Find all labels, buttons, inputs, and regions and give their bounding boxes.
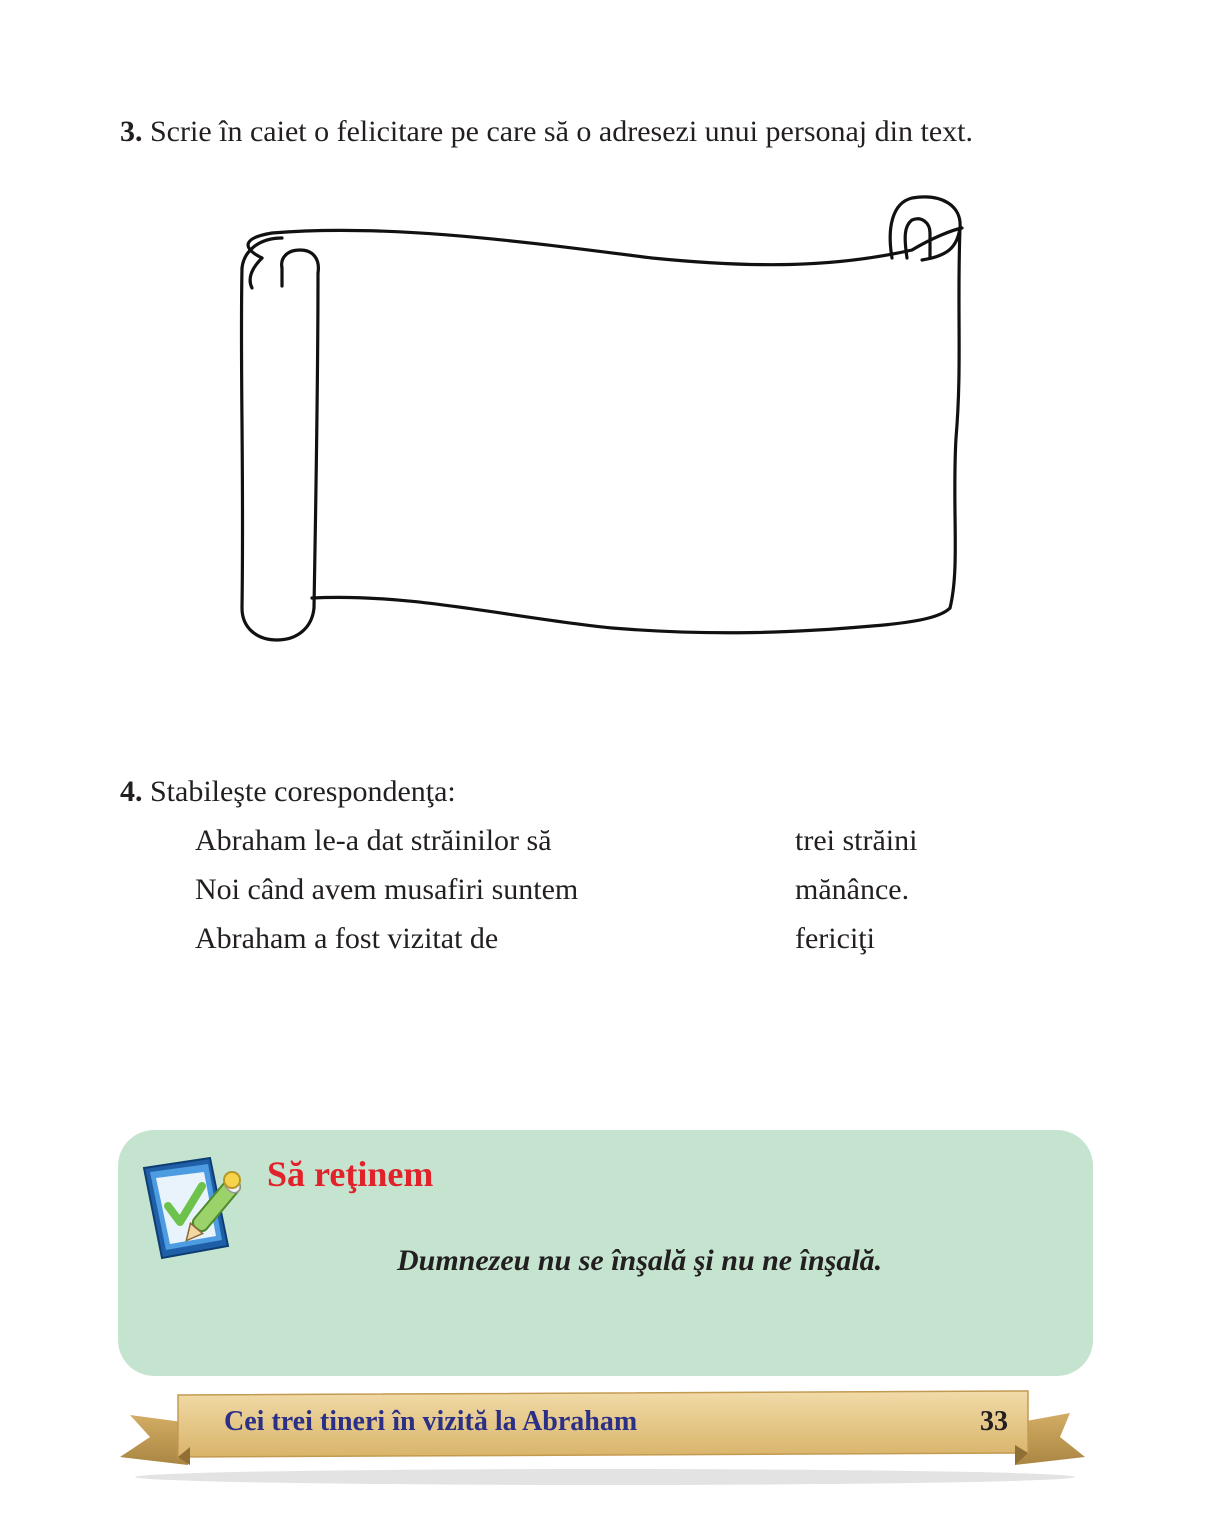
exercise-4 [120,774,456,810]
notebook-pen-check-icon [132,1150,252,1270]
page-number: 33 [980,1406,1008,1437]
exercise-4-text: Stabileşte corespondenţa: [142,775,456,808]
match-right-item: trei străini [795,824,918,857]
scroll-illustration [232,188,972,648]
remember-text: Dumnezeu nu se înşală şi nu ne înşală. [397,1244,883,1277]
match-right-item: fericiţi [795,922,875,955]
match-right-item: mănânce. [795,873,910,906]
footer-title: Cei trei tineri în vizită la Abraham [224,1406,638,1437]
exercise-3 [120,114,973,150]
exercise-3-text: Scrie în caiet o felicitare pe care să o adresezi unui personaj din text. [142,115,973,148]
match-left-item: Noi când avem musafiri suntem [195,873,579,906]
exercise-4-number: 4. [120,775,143,808]
match-left-item: Abraham le-a dat străinilor să [195,824,552,857]
remember-title: Să reţinem [267,1154,434,1194]
match-left-item: Abraham a fost vizitat de [195,922,499,955]
footer-ribbon [110,1385,1100,1495]
exercise-3-number: 3. [120,115,143,148]
